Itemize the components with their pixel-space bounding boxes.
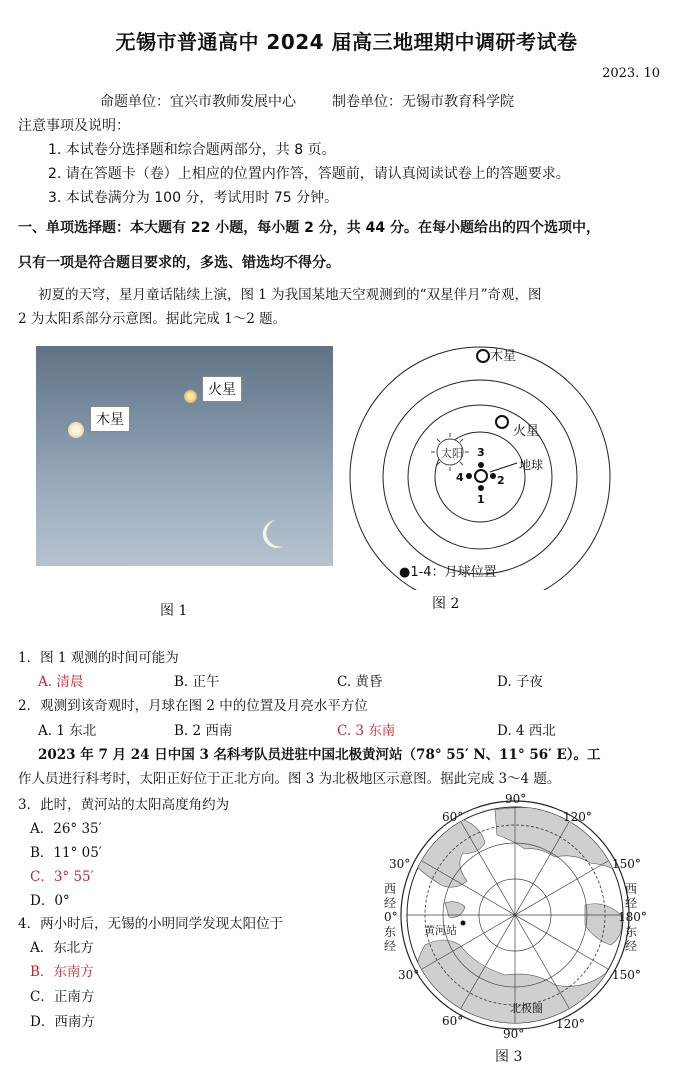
lon-label-60-bottom: 60° [442,1014,464,1028]
fig2-mars-label: 火星 [513,424,540,439]
solar-system-diagram [345,340,615,590]
q1-option-c: C. 黄昏 [337,674,383,690]
east-lon-label-right [625,925,637,953]
mars-marker [496,416,508,428]
east-char: 东 [384,925,397,939]
moon-position-1 [478,485,484,491]
earth-pointer [490,463,517,472]
station-dot [461,921,466,926]
q1-option-b: B. 正午 [174,674,220,690]
fig2-legend: ●1-4：月球位置 [399,565,497,580]
q4-option-c: C．正南方 [30,989,95,1005]
q1-stem: 1．图 1 观测的时间可能为 [18,650,179,666]
q2-option-b: B. 2 西南 [174,723,233,739]
lon-char: 经 [625,896,638,910]
lon-char: 经 [384,896,397,910]
q2-option-d: D. 4 西北 [497,723,556,739]
fig2-jupiter-label: 木星 [490,349,517,364]
lon-label-150-right: 150° [612,857,641,871]
mars-dot [184,390,197,403]
q3-option-b: B．11° 05′ [30,845,102,861]
west-lon-label-right [625,882,637,910]
moon-position-2 [490,473,496,479]
q2-option-c: C. 3 东南 [337,723,396,739]
jupiter-orbit [350,347,610,590]
intro1-line1: 初夏的天穹，星月童话陆续上演，图 1 为我国某地天空观测到的“双星伴月”奇观，图 [38,287,542,303]
jupiter-marker [477,350,489,362]
moon-position-3 [478,462,484,468]
east-char: 东 [625,925,638,939]
lon-char: 经 [384,939,397,953]
q1-option-a: A. 清晨 [38,674,84,690]
unit-setter: 命题单位：宜兴市教师发展中心 [100,94,296,110]
q3-option-a: A．26° 35′ [30,821,102,837]
q4-option-a: A．东北方 [30,940,94,956]
earth-marker [475,470,487,482]
fig2-sun-label: 太阳 [441,447,463,460]
crescent-moon-icon [256,518,286,550]
jupiter-dot [68,422,84,438]
lon-char: 经 [625,939,638,953]
q4-option-b: B．东南方 [30,964,94,980]
lon-label-0: 0° [384,910,398,924]
fig2-caption: 图 2 [432,596,460,612]
fig1-caption: 图 1 [160,603,188,619]
exam-units [100,91,514,111]
unit-printer: 制卷单位：无锡市教育科学院 [332,94,514,110]
section-heading-line1: 一、单项选择题：本大题有 22 小题，每小题 2 分，共 44 分。在每小题给出的四个选项中， [18,220,600,236]
west-char: 西 [384,882,397,896]
lon-label-30-left: 30° [389,857,411,871]
lon-label-120-top: 120° [563,810,592,824]
notice-item-2: 2. 请在答题卡（卷）上相应的位置内作答，答题前，请认真阅读试卷上的答题要求。 [48,166,570,182]
exam-title: 无锡市普通高中 2024 届高三地理期中调研考试卷 [115,30,578,54]
notice-item-1: 1. 本试卷分选择题和综合题两部分，共 8 页。 [48,142,336,158]
intro1-line2: 2 为太阳系部分示意图。据此完成 1～2 题。 [18,311,287,327]
arctic-circle-label: 北极圈 [510,1002,543,1015]
west-char: 西 [625,882,638,896]
moon-label-1: 1 [477,493,485,506]
lon-label-150-bottom-right: 150° [612,968,641,982]
station-label: 黄河站 [424,924,457,937]
lon-label-60-top: 60° [442,810,464,824]
mars-label: 火星 [202,376,242,402]
intro3-line2: 作人员进行科考时，太阳正好位于正北方向。图 3 为北极地区示意图。据此完成 3～4 题。 [18,771,561,787]
sky-photo [36,346,333,566]
east-lon-label-left [384,925,396,953]
q3-option-d: D．0° [30,893,70,909]
q3-stem: 3．此时，黄河站的太阳高度角约为 [18,797,230,813]
moon-label-2: 2 [497,474,505,487]
lon-label-bottom: 90° [503,1027,525,1041]
section-heading-line2: 只有一项是符合题目要求的，多选、错选均不得分。 [18,255,340,271]
jupiter-label: 木星 [90,406,130,432]
q4-stem: 4．两小时后，无锡的小明同学发现太阳位于 [18,916,284,932]
q2-stem: 2．观测到该奇观时，月球在图 2 中的位置及月亮水平方位 [18,698,368,714]
notice-heading: 注意事项及说明： [18,118,130,134]
q2-option-a: A. 1 东北 [38,723,97,739]
exam-date: 2023. 10 [602,66,660,81]
lon-label-top: 90° [505,792,527,806]
fig3-caption: 图 3 [495,1049,523,1065]
moon-position-4 [466,473,472,479]
lon-label-30-bottom-left: 30° [398,968,420,982]
q1-option-d: D. 子夜 [497,674,543,690]
q3-option-c: C．3° 55′ [30,869,94,885]
moon-label-4: 4 [456,471,464,484]
intro3-line1: 2023 年 7 月 24 日中国 3 名科考队员进驻中国北极黄河站（78° 55′ N、11° 56′ E）。工 [38,747,601,763]
west-lon-label-left [384,882,396,910]
lon-label-180: 180° [618,910,647,924]
moon-label-3: 3 [477,446,485,459]
fig2-earth-label: 地球 [519,458,544,472]
notice-item-3: 3. 本试卷满分为 100 分，考试用时 75 分钟。 [48,190,339,206]
lon-label-120-bottom: 120° [556,1017,585,1031]
q4-option-d: D．西南方 [30,1014,95,1030]
